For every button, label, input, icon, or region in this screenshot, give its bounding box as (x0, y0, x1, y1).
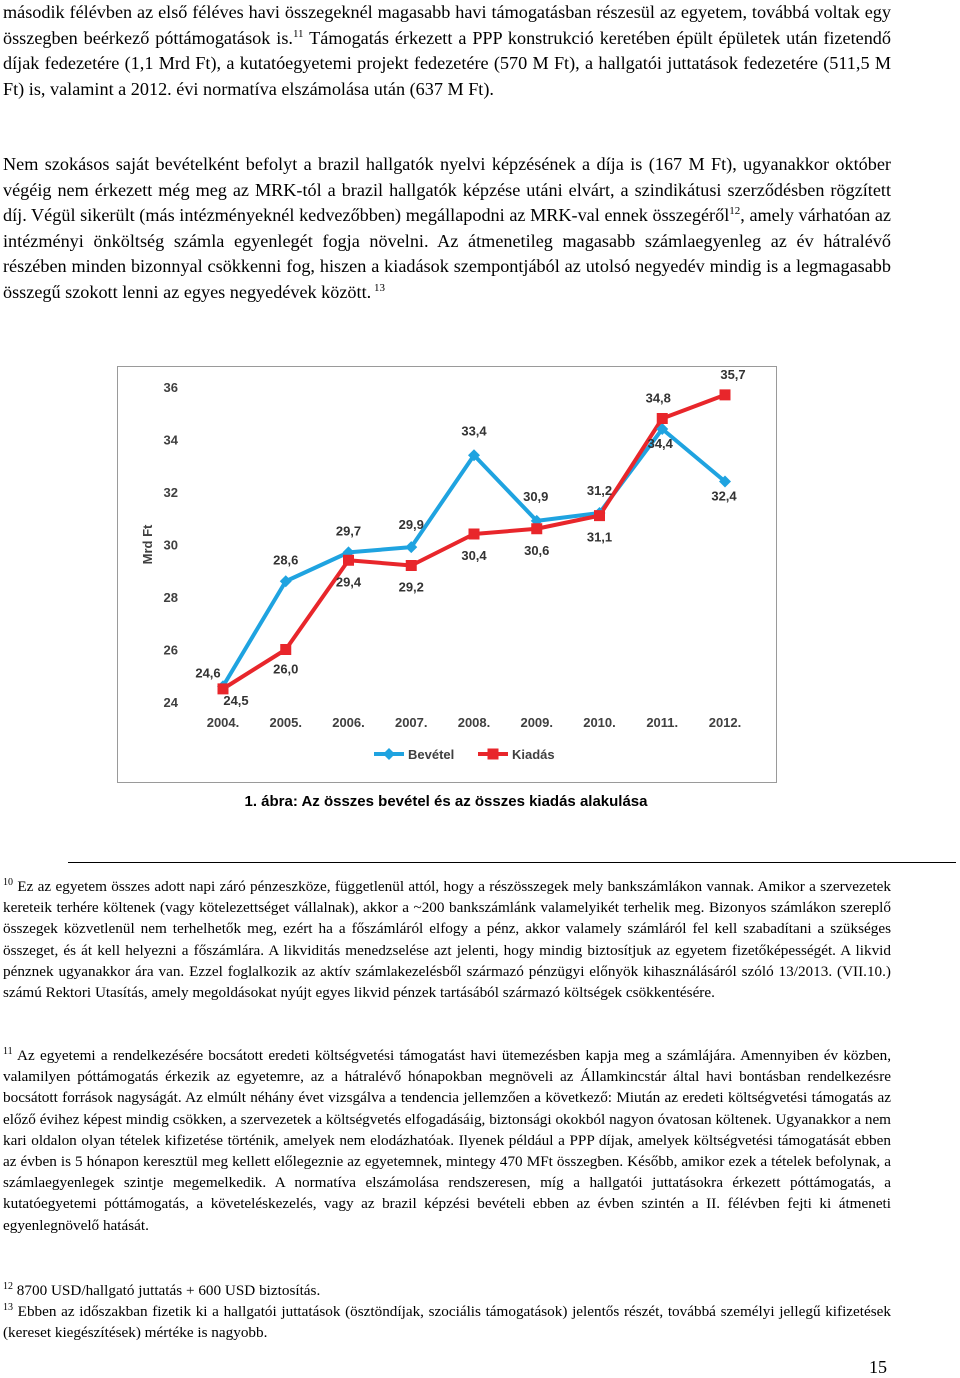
paragraph-1-text-a: második félévben az első féléves havi összegeknél magasabb havi támogatásban részesül az egyetem, továbbá voltak egy összegben beérkező póttámogatások is. (3, 2, 891, 48)
footnote-10-number: 10 (3, 876, 13, 888)
paragraph-2 (3, 152, 891, 306)
x-tick-label: 2012. (708, 715, 742, 730)
page-number: 15 (869, 1357, 887, 1377)
paragraph-2-text-a: Nem szokásos saját bevételként befolyt a brazil hallgatók nyelvi képzésének a díja is (167 M Ft), ugyanakkor október végéig nem érkezett még meg az MRK-tól a brazil hallgatók képzése utáni elvárt, a szindikátusi szerződésben rögzített díj. Végül sikerült (más intézményeknél kedvezőbben) megállapodni az MRK-val ennek összegéről (3, 154, 891, 226)
y-tick-label: 24 (163, 695, 178, 710)
x-tick-label: 2011. (646, 715, 679, 730)
footnote-separator (68, 862, 956, 863)
data-label-revenue: 28,6 (273, 552, 299, 568)
legend-marker-revenue (383, 748, 395, 760)
data-point-expense (657, 413, 668, 424)
figure-caption: 1. ábra: Az összes bevétel és az összes kiadás alakulása (244, 793, 648, 810)
footnote-12 (3, 1280, 891, 1301)
footnote-10-text: Ez az egyetem összes adott napi záró pénzeszköze, függetlenül attól, hogy a részösszegek mely bankszámlákon vannak. Amikor a szervezetek kereteik terhére költenek (vagy kötelezettséget vállalnak), akkor a ~200 bankszámlánk valamelyikét terhelik meg. Bizonyos számlákon szereplő összegek közvetlenül nem terhelhetők meg, ezért ha a főszámláról elfogy a pénz, akkor valamely számláról fel kell szabadítani a szükséges összeget, és át kell helyezni a főszámlára. A likviditás menedzselése azt jelenti, hogy mindig biztosítjuk az egyetem fizetőképességét. A likvid pénznek ugyanakkor ára van. Ezzel foglalkozik az aktív számlakezelésből származó pénzügyi előnyök kihasználásáról szóló 13/2013. (VII.10.) számú Rektori Utasítás, amely megoldásokat nyújt egyes likvid pénzek tartásából származó költségek csökkentésére. (3, 878, 891, 1002)
footnote-ref-11[interactable]: 11 (292, 27, 304, 40)
x-tick-label: 2009. (520, 715, 554, 730)
data-label-revenue: 31,2 (586, 483, 613, 498)
y-tick-label: 30 (163, 537, 178, 553)
x-tick-label: 2006. (332, 715, 365, 730)
y-tick-label: 26 (163, 642, 178, 658)
legend-label-revenue: Bevétel (408, 747, 455, 762)
footnote-11-number: 11 (3, 1045, 13, 1057)
y-tick-label: 34 (163, 432, 178, 448)
footnote-12-text: 8700 USD/hallgató juttatás + 600 USD biztosítás. (13, 1282, 321, 1299)
data-label-expense: 29,4 (335, 574, 362, 590)
footnote-ref-12[interactable]: 12 (729, 205, 741, 218)
chart-container (117, 366, 777, 783)
x-tick-label: 2004. (206, 715, 240, 730)
footnote-10 (3, 876, 891, 1003)
footnote-13-text: Ebben az időszakban fizetik ki a hallgatói juttatások (ösztöndíjak, szociális támogatások) jelentős részét, továbbá személyi jellegű kifizetések (kereset kiegészítések) mértéke is nagyobb. (3, 1303, 891, 1342)
data-label-revenue: 32,4 (711, 488, 737, 504)
data-point-expense (594, 510, 605, 521)
y-tick-label: 36 (163, 380, 178, 395)
paragraph-1 (3, 0, 891, 102)
y-axis-label: Mrd Ft (140, 524, 155, 565)
x-tick-label: 2007. (394, 715, 428, 730)
data-point-expense (343, 555, 354, 566)
data-point-expense (280, 644, 291, 655)
footnote-13-number: 13 (3, 1301, 13, 1313)
data-point-expense (469, 529, 480, 540)
data-point-expense (406, 560, 417, 571)
paragraph-1-text-b: Támogatás érkezett a PPP konstrukció keretében épült épületek után fizetendő díjak fedezetére (1,1 Mrd Ft), a kutatóegyetemi projekt fedezetére (570 M Ft), a hallgatói juttatások fedezetére (511,5 M Ft) is, valamint a 2012. évi normatíva elszámolása után (637 M Ft). (3, 27, 891, 99)
data-point-expense (531, 523, 542, 534)
footnote-11 (3, 1045, 891, 1236)
data-label-revenue: 33,4 (461, 423, 487, 439)
data-label-revenue: 30,9 (523, 488, 549, 504)
paragraph-2-text-b: , amely várhatóan az intézményi önköltség számla egyenlegét fogja növelni. Az átmenetileg magasabb számlaegyenleg az év hátralévő részében minden bizonnyal csökkenni fog, hiszen a kiadások szempontjából az utolsó negyedév mindig is a legmagasabb összegű szokott lenni az egyes negyedévek között. (3, 205, 891, 302)
data-label-expense: 35,7 (720, 367, 746, 382)
y-tick-label: 32 (163, 485, 178, 500)
data-label-expense: 31,1 (586, 529, 613, 545)
footnote-11-text: Az egyetemi a rendelkezésére bocsátott eredeti költségvetési támogatást havi ütemezésben kapja meg a számlájára. Amennyiben év közben, valamilyen póttámogatás érkezik az egyetemre, az a hátralévő hónapokban megnöveli az Államkincstár által havi bontásban rendelkezésre bocsátott források nagyságát. Az elmúlt néhány évet vizsgálva a tendencia jellemzően a következő: Miután az eredeti költségvetési támogatás az előző évihez képest mindig csökken, a szervezetek a költségvetés elfogadásáig, biztonsági okokból nagyon óvatosan költenek. Ugyanakkor a nem kari oldalon olyan tételek kifizetése történik, amelyek nem elodázhatóak. Ilyenek például a PPP díjak, amelyek költségvetési támogatását ebben az évben is 5 hónapon keresztül meg kellett előlegeznie az egyetemnek, mintegy 470 MFt összegben. Később, amikor ezek a tételek befolynak, a számlaegyenlegek szintje megemelkedik. A normatíva elszámolása rendszeresen, míg a hallgatói juttatásokra érkezett póttámogatás, a kutatóegyetemi póttámogatás, a követeléskezelés, vagy az brazil képzési bevételi ebben az évben szintén a II. félévben fejti ki átmeneti egyenlegnövelő hatását. (3, 1047, 891, 1234)
x-tick-label: 2010. (583, 715, 616, 730)
data-label-expense: 24,5 (223, 692, 249, 708)
data-label-expense: 30,4 (461, 548, 487, 563)
legend-label-expense: Kiadás (512, 747, 555, 762)
footnote-13 (3, 1301, 891, 1343)
data-label-expense: 30,6 (524, 542, 550, 558)
x-tick-label: 2008. (457, 715, 491, 730)
y-tick-label: 28 (163, 590, 178, 605)
x-tick-label: 2005. (269, 715, 303, 730)
data-label-revenue: 34,4 (647, 436, 673, 451)
data-label-expense: 26,0 (273, 661, 299, 677)
footnote-ref-13[interactable]: 13 (371, 281, 385, 294)
data-label-expense: 29,2 (398, 579, 424, 595)
data-label-revenue: 29,7 (335, 523, 362, 539)
line-chart (118, 367, 776, 782)
legend-marker-expense (488, 749, 499, 760)
data-label-revenue: 29,9 (398, 517, 424, 533)
data-label-expense: 34,8 (645, 390, 671, 406)
data-label-revenue: 24,6 (195, 665, 221, 681)
footnote-12-number: 12 (3, 1280, 13, 1292)
data-point-expense (720, 389, 731, 400)
